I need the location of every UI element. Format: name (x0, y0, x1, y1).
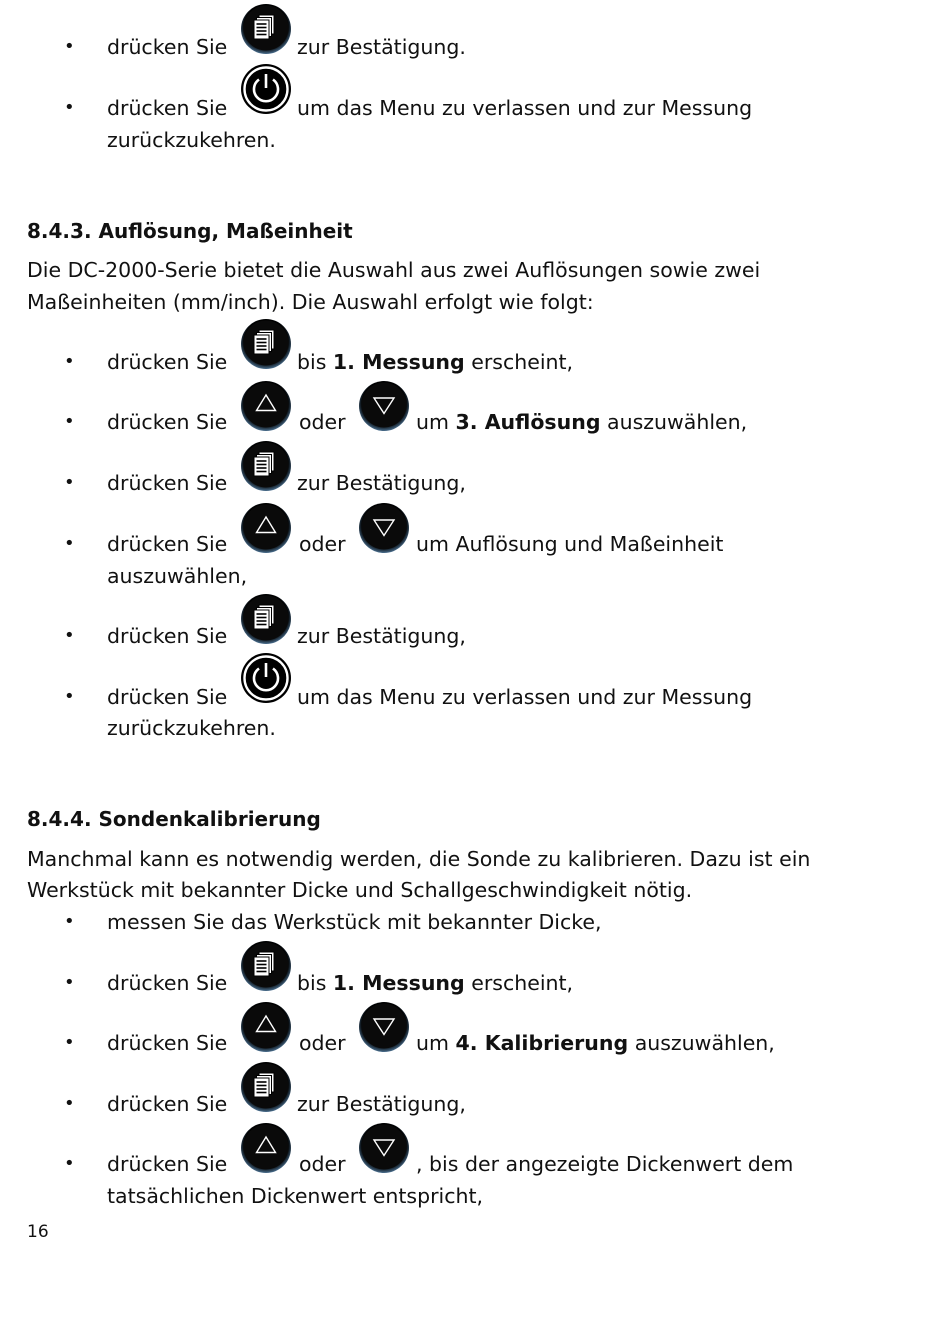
instruction-text: drücken Sie (107, 471, 228, 495)
bullet: • (64, 533, 75, 554)
menu-button-icon (240, 1061, 292, 1113)
instruction-text: oder (299, 1152, 346, 1176)
instruction-text: drücken Sie (107, 1092, 228, 1116)
instruction-text: drücken Sie (107, 350, 228, 374)
instruction-text: zur Bestätigung, (297, 1092, 466, 1116)
instruction-text: zurückzukehren. (107, 716, 276, 740)
instruction-text: drücken Sie (107, 685, 228, 709)
bullet: • (64, 472, 75, 493)
instruction-text: um Auflösung und Maßeinheit (416, 532, 724, 556)
page-number: 16 (27, 1222, 49, 1242)
power-button-icon (240, 63, 292, 115)
instruction-text: oder (299, 1031, 346, 1055)
section-heading-8-4-4: 8.4.4. Sondenkalibrierung (27, 807, 321, 831)
instruction-text: drücken Sie (107, 1152, 228, 1176)
menu-button-icon (240, 940, 292, 992)
bullet: • (64, 1153, 75, 1174)
instruction-text: drücken Sie (107, 1031, 228, 1055)
instruction-text: bis 1. Messung erscheint, (297, 350, 574, 374)
down-arrow-button-icon (358, 502, 410, 554)
down-arrow-button-icon (358, 380, 410, 432)
up-arrow-button-icon (240, 1122, 292, 1174)
instruction-text: oder (299, 532, 346, 556)
instruction-text: tatsächlichen Dickenwert entspricht, (107, 1184, 484, 1208)
instruction-text: , bis der angezeigte Dickenwert dem (416, 1152, 794, 1176)
instruction-text: drücken Sie (107, 624, 228, 648)
bullet: • (64, 1093, 75, 1114)
paragraph-line: Die DC-2000-Serie bietet die Auswahl aus zwei Auflösungen sowie zwei (27, 258, 761, 282)
bullet: • (64, 625, 75, 646)
bullet: • (64, 411, 75, 432)
instruction-text: um 4. Kalibrierung auszuwählen, (416, 1031, 775, 1055)
instruction-text: drücken Sie (107, 96, 228, 120)
up-arrow-button-icon (240, 1001, 292, 1053)
paragraph-line: Maßeinheiten (mm/inch). Die Auswahl erfolgt wie folgt: (27, 290, 594, 314)
bullet: • (64, 351, 75, 372)
instruction-text: drücken Sie (107, 410, 228, 434)
menu-button-icon (240, 318, 292, 370)
bullet: • (64, 97, 75, 118)
menu-button-icon (240, 3, 292, 55)
paragraph-line: Werkstück mit bekannter Dicke und Schallgeschwindigkeit nötig. (27, 878, 693, 902)
paragraph-line: Manchmal kann es notwendig werden, die Sonde zu kalibrieren. Dazu ist ein (27, 847, 811, 871)
instruction-text: um 3. Auflösung auszuwählen, (416, 410, 748, 434)
menu-button-icon (240, 440, 292, 492)
instruction-text: zur Bestätigung, (297, 624, 466, 648)
instruction-text: auszuwählen, (107, 564, 248, 588)
instruction-text: um das Menu zu verlassen und zur Messung (297, 96, 753, 120)
instruction-text: messen Sie das Werkstück mit bekannter Dicke, (107, 910, 602, 934)
bullet: • (64, 911, 75, 932)
bullet: • (64, 36, 75, 57)
instruction-text: zurückzukehren. (107, 128, 276, 152)
instruction-text: drücken Sie (107, 532, 228, 556)
down-arrow-button-icon (358, 1122, 410, 1174)
instruction-text: zur Bestätigung. (297, 35, 466, 59)
power-button-icon (240, 652, 292, 704)
instruction-text: drücken Sie (107, 35, 228, 59)
up-arrow-button-icon (240, 380, 292, 432)
instruction-text: bis 1. Messung erscheint, (297, 971, 574, 995)
menu-button-icon (240, 593, 292, 645)
instruction-text: drücken Sie (107, 971, 228, 995)
section-heading-8-4-3: 8.4.3. Auflösung, Maßeinheit (27, 219, 353, 243)
up-arrow-button-icon (240, 502, 292, 554)
instruction-text: oder (299, 410, 346, 434)
instruction-text: zur Bestätigung, (297, 471, 466, 495)
bullet: • (64, 972, 75, 993)
bullet: • (64, 686, 75, 707)
instruction-text: um das Menu zu verlassen und zur Messung (297, 685, 753, 709)
down-arrow-button-icon (358, 1001, 410, 1053)
bullet: • (64, 1032, 75, 1053)
